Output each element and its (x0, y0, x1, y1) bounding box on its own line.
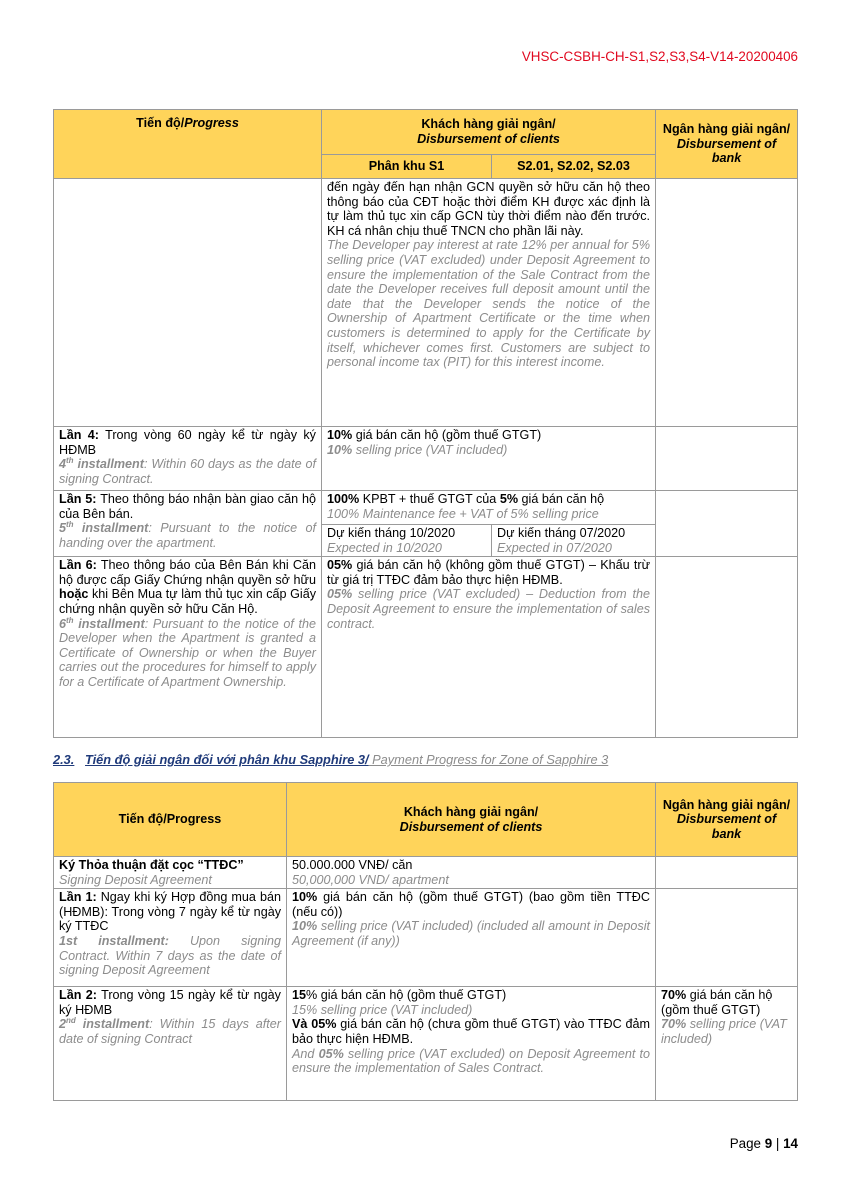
installment-5-label: Lần 5: Theo thông báo nhận bàn giao căn hộ của Bên bán. 5th installment: Pursuant to the notice of handing over the apartment. (54, 491, 322, 557)
interest-description: đến ngày đến hạn nhận GCN quyền sở hữu căn hộ theo thông báo của CĐT hoặc thời điểm KH được xác định là tự làm thủ tục xin cấp GCN tùy thời điểm nào đến trước. KH cá nhân chịu thuế TNCN cho phần lãi này. The Developer pay interest at rate 12% per annual for 5% selling price (VAT excluded) under Deposit Agreement to ensure the implementation of the Sale Contract from the date the Developer receives full deposit amount until the date that the Developer sends the notice of the Ownership of Apartment Certificate or the time when customers is determined to apply for the Certificate by itself, whichever comes first. Customers are subject to personal income tax (PIT) for this interest income. (322, 179, 656, 427)
installment-4-label: Lần 4: Trong vòng 60 ngày kể từ ngày ký HĐMB 4th installment: Within 60 days as the date of signing Contract. (54, 427, 322, 491)
deposit-value: 50.000.000 VNĐ/ căn 50,000,000 VND/ apartment (287, 857, 656, 889)
installment-2-label: Lần 2: Trong vòng 15 ngày kể từ ngày ký HĐMB 2nd installment: Within 15 days after date of signing Contract (54, 987, 287, 1101)
installment-2-value: 15% giá bán căn hộ (gồm thuế GTGT) 15% selling price (VAT included) Và 05% giá bán căn hộ (chưa gồm thuế GTGT) vào TTĐC đảm bảo thực hiện HĐMB. And 05% selling price (VAT excluded) on Deposit Agreement to ensure the implementation of Sales Contract. (287, 987, 656, 1101)
section-title-2-3: 2.3. Tiến độ giải ngân đối với phân khu Sapphire 3/ Payment Progress for Zone of Sapphire 3 (53, 752, 609, 767)
header-progress: Tiến độ/Progress (54, 783, 287, 857)
table-row (54, 557, 798, 738)
header-progress: Tiến độ/Progress (54, 110, 322, 179)
installment-6-label: Lần 6: Theo thông báo của Bên Bán khi Căn hộ được cấp Giấy Chứng nhận quyền sở hữu hoặc khi Bên Mua tự làm thủ tục xin cấp Giấy chứng nhận quyền sở hữu Căn Hộ. 6th installment: Pursuant to the notice of the Developer when the Apartment is granted a Certificate of Ownership or when the Buyer carries out the procedures for himself to apply for a Certificate of Apartment Ownership. (54, 557, 322, 738)
table-row (54, 889, 798, 987)
table-row (54, 179, 798, 427)
deposit-label: Ký Thỏa thuận đặt cọc “TTĐC” Signing Deposit Agreement (54, 857, 287, 889)
payment-table-s1-s2 (53, 109, 798, 738)
table-row (54, 987, 798, 1101)
header-clients: Khách hàng giải ngân/ Disbursement of clients (322, 110, 656, 155)
installment-5-s2-date: Dự kiến tháng 07/2020 Expected in 07/2020 (492, 525, 656, 557)
installment-4-value: 10% giá bán căn hộ (gồm thuế GTGT) 10% selling price (VAT included) (322, 427, 656, 491)
table-row (54, 491, 798, 525)
installment-1-value: 10% giá bán căn hộ (gồm thuế GTGT) (bao gồm tiền TTĐC (nếu có)) 10% selling price (VAT included) (included all amount in Deposit Agreement (if any)) (287, 889, 656, 987)
installment-1-label: Lần 1: Ngay khi ký Hợp đồng mua bán (HĐMB): Trong vòng 7 ngày kể từ ngày ký TTĐC 1st installment: Upon signing Contract. Within 7 days as the date of signing Deposit Agreement (54, 889, 287, 987)
header-bank: Ngân hàng giải ngân/ Disbursement of bank (656, 110, 798, 179)
header-zone-s2: S2.01, S2.02, S2.03 (492, 155, 656, 179)
header-clients: Khách hàng giải ngân/ Disbursement of clients (287, 783, 656, 857)
header-bank: Ngân hàng giải ngân/ Disbursement of bank (656, 783, 798, 857)
table-row (54, 427, 798, 491)
installment-6-value: 05% giá bán căn hộ (không gồm thuế GTGT) – Khấu trừ từ giá trị TTĐC đảm bảo thực hiện HĐMB. 05% selling price (VAT excluded) – Deduction from the Deposit Agreement to ensure the implementation of sales contract. (322, 557, 656, 738)
document-code: VHSC-CSBH-CH-S1,S2,S3,S4-V14-20200406 (521, 49, 798, 64)
installment-5-value: 100% KPBT + thuế GTGT của 5% giá bán căn hộ 100% Maintenance fee + VAT of 5% selling price (322, 491, 656, 525)
page-number: Page 9 | 14 (729, 1136, 798, 1151)
header-zone-s1: Phân khu S1 (322, 155, 492, 179)
payment-table-sapphire-3 (53, 782, 798, 1101)
table-row (54, 857, 798, 889)
installment-5-s1-date: Dự kiến tháng 10/2020 Expected in 10/2020 (322, 525, 492, 557)
installment-2-bank: 70% giá bán căn hộ (gồm thuế GTGT) 70% selling price (VAT included) (656, 987, 798, 1101)
